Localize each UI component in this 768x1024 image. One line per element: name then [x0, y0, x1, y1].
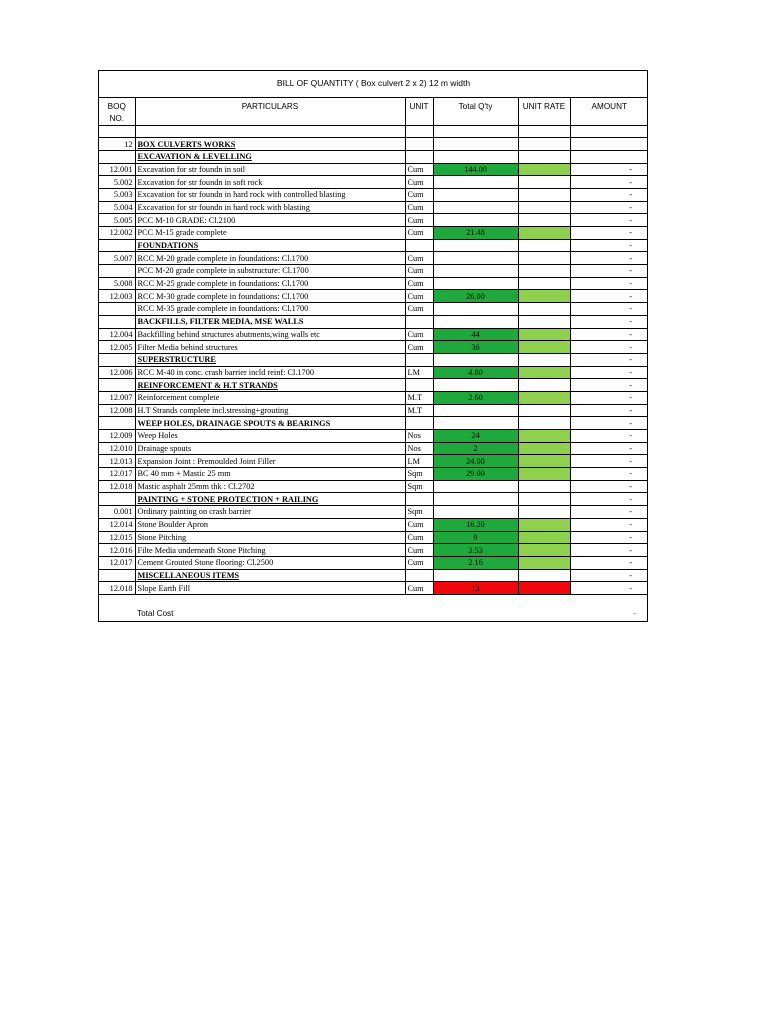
amount-cell: -	[570, 227, 648, 240]
table-row	[99, 341, 648, 354]
boq-no-cell: 12.001	[99, 163, 135, 176]
unit-rate-cell	[518, 506, 570, 519]
table-row	[99, 277, 648, 290]
particulars-cell: Excavation for str foundn in hard rock with blasting	[135, 201, 405, 214]
table-row	[99, 176, 648, 189]
particulars-cell: Cement Grouted Stone flooring: Cl.2500	[135, 556, 405, 569]
unit-cell: Cum	[405, 518, 433, 531]
boq-no-cell: 12.014	[99, 518, 135, 531]
qty-cell	[433, 201, 518, 214]
unit-cell: Cum	[405, 531, 433, 544]
total-cost-label: Total Cost	[137, 608, 174, 618]
unit-rate-cell	[518, 493, 570, 506]
amount-cell: -	[570, 468, 648, 481]
amount-cell: -	[570, 303, 648, 316]
table-row	[99, 455, 648, 468]
qty-cell	[433, 265, 518, 278]
table-row	[99, 518, 648, 531]
amount-cell: -	[570, 366, 648, 379]
particulars-cell: WEEP HOLES, DRAINAGE SPOUTS & BEARINGS	[135, 417, 405, 430]
amount-cell: -	[570, 404, 648, 417]
qty-cell: 24	[433, 430, 518, 443]
amount-cell: -	[570, 480, 648, 493]
unit-cell: M.T	[405, 404, 433, 417]
unit-rate-cell	[518, 290, 570, 303]
table-row	[99, 315, 648, 328]
total-row	[99, 595, 648, 621]
boq-no-cell: 12.003	[99, 290, 135, 303]
table-row	[99, 328, 648, 341]
qty-cell: 4.80	[433, 366, 518, 379]
unit-rate-cell	[518, 201, 570, 214]
boq-no-cell: 12.007	[99, 391, 135, 404]
amount-cell	[570, 150, 648, 163]
unit-cell: Cum	[405, 290, 433, 303]
particulars-cell: Excavation for str foundn in soil	[135, 163, 405, 176]
unit-cell: Sqm	[405, 480, 433, 493]
unit-cell: Cum	[405, 544, 433, 557]
boq-no-cell: 5.004	[99, 201, 135, 214]
qty-cell	[433, 150, 518, 163]
particulars-cell: Slope Earth Fill	[135, 582, 405, 595]
boq-no-cell: 0.001	[99, 506, 135, 519]
amount-cell: -	[570, 341, 648, 354]
particulars-cell: Weep Holes	[135, 430, 405, 443]
unit-rate-cell	[518, 391, 570, 404]
particulars-cell: Excavation for str foundn in soft rock	[135, 176, 405, 189]
qty-cell	[433, 506, 518, 519]
amount-cell: -	[570, 442, 648, 455]
amount-cell: -	[570, 455, 648, 468]
particulars-cell: REINFORCEMENT & H.T STRANDS	[135, 379, 405, 392]
qty-cell: 9	[433, 531, 518, 544]
particulars-cell: PCC M-10 GRADE: Cl.2100	[135, 214, 405, 227]
boq-no-cell: 5.007	[99, 252, 135, 265]
header-no-label: NO.	[109, 113, 125, 123]
table-row	[99, 252, 648, 265]
unit-cell: LM	[405, 366, 433, 379]
unit-cell: Cum	[405, 163, 433, 176]
unit-rate-cell	[518, 417, 570, 430]
qty-cell	[433, 493, 518, 506]
boq-no-cell: 12.018	[99, 480, 135, 493]
table-row	[99, 531, 648, 544]
qty-cell	[433, 176, 518, 189]
unit-cell: Cum	[405, 303, 433, 316]
total-table	[99, 595, 648, 621]
amount-cell: -	[570, 379, 648, 392]
unit-cell: Cum	[405, 328, 433, 341]
boq-no-cell: 12.008	[99, 404, 135, 417]
particulars-cell: MISCELLANEOUS ITEMS	[135, 569, 405, 582]
amount-cell: -	[570, 544, 648, 557]
particulars-cell: Filte Media underneath Stone Pitching	[135, 544, 405, 557]
unit-cell: Cum	[405, 176, 433, 189]
table-row	[99, 239, 648, 252]
table-row	[99, 353, 648, 366]
header-total-qty: Total Q'ty	[433, 97, 518, 125]
unit-rate-cell	[518, 239, 570, 252]
particulars-cell: PAINTING + STONE PROTECTION + RAILING	[135, 493, 405, 506]
boq-table	[99, 71, 648, 595]
particulars-cell: Reinforcement complete	[135, 391, 405, 404]
boq-no-cell: 12.002	[99, 227, 135, 240]
unit-cell: Cum	[405, 188, 433, 201]
qty-cell	[433, 303, 518, 316]
boq-no-cell	[99, 569, 135, 582]
amount-cell: -	[570, 556, 648, 569]
header-unit: UNIT	[405, 97, 433, 125]
unit-rate-cell	[518, 582, 570, 595]
qty-cell: 2.16	[433, 556, 518, 569]
table-row	[99, 493, 648, 506]
qty-cell	[433, 379, 518, 392]
header-amount: AMOUNT	[570, 97, 648, 125]
table-row	[99, 506, 648, 519]
amount-cell: -	[570, 531, 648, 544]
boq-no-cell	[99, 353, 135, 366]
particulars-cell: H.T Strands complete incl.stressing+grouting	[135, 404, 405, 417]
boq-no-cell	[99, 493, 135, 506]
amount-cell: -	[570, 252, 648, 265]
unit-rate-cell	[518, 531, 570, 544]
unit-rate-cell	[518, 227, 570, 240]
unit-rate-cell	[518, 341, 570, 354]
unit-rate-cell	[518, 569, 570, 582]
unit-cell	[405, 138, 433, 151]
unit-rate-cell	[518, 544, 570, 557]
qty-cell	[433, 404, 518, 417]
boq-no-cell: 12.016	[99, 544, 135, 557]
unit-rate-cell	[518, 188, 570, 201]
unit-rate-cell	[518, 138, 570, 151]
boq-no-cell: 12.006	[99, 366, 135, 379]
particulars-cell: Backfilling behind structures abutments,wing walls etc	[135, 328, 405, 341]
amount-cell: -	[570, 328, 648, 341]
unit-cell: Cum	[405, 214, 433, 227]
boq-no-cell: 12.009	[99, 430, 135, 443]
boq-no-cell: 12.005	[99, 341, 135, 354]
boq-no-cell: 12	[99, 138, 135, 151]
boq-no-cell: 5.002	[99, 176, 135, 189]
qty-cell	[433, 188, 518, 201]
unit-rate-cell	[518, 455, 570, 468]
qty-cell	[433, 480, 518, 493]
unit-rate-cell	[518, 163, 570, 176]
amount-cell: -	[570, 163, 648, 176]
particulars-cell: Excavation for str foundn in hard rock with controlled blasting	[135, 188, 405, 201]
unit-cell	[405, 239, 433, 252]
unit-cell	[405, 379, 433, 392]
qty-cell	[433, 277, 518, 290]
unit-cell: M.T	[405, 391, 433, 404]
table-row	[99, 430, 648, 443]
unit-rate-cell	[518, 176, 570, 189]
table-row	[99, 188, 648, 201]
table-row	[99, 556, 648, 569]
boq-no-cell: 12.017	[99, 468, 135, 481]
qty-cell: 13	[433, 582, 518, 595]
amount-cell: -	[570, 417, 648, 430]
particulars-cell: Drainage spouts	[135, 442, 405, 455]
table-row	[99, 582, 648, 595]
boq-no-cell: 12.017	[99, 556, 135, 569]
qty-cell: 2.60	[433, 391, 518, 404]
unit-cell: Cum	[405, 277, 433, 290]
header-row	[99, 97, 648, 125]
blank-row	[99, 125, 648, 138]
amount-cell: -	[570, 176, 648, 189]
amount-cell: -	[570, 188, 648, 201]
unit-cell: Cum	[405, 252, 433, 265]
unit-rate-cell	[518, 366, 570, 379]
particulars-cell: BC 40 mm + Mastic 25 mm	[135, 468, 405, 481]
particulars-cell: Filter Media behind structures	[135, 341, 405, 354]
boq-no-cell	[99, 303, 135, 316]
unit-rate-cell	[518, 518, 570, 531]
table-row	[99, 544, 648, 557]
particulars-cell: Stone Pitching	[135, 531, 405, 544]
qty-cell: 29.00	[433, 468, 518, 481]
particulars-cell: RCC M-25 grade complete in foundations: Cl.1700	[135, 277, 405, 290]
particulars-cell: BOX CULVERTS WORKS	[135, 138, 405, 151]
particulars-cell: EXCAVATION & LEVELLING	[135, 150, 405, 163]
qty-cell: 24.00	[433, 455, 518, 468]
particulars-cell: Expansion Joint : Premoulded Joint Filler	[135, 455, 405, 468]
particulars-cell: RCC M-35 grade complete in foundations: Cl.1700	[135, 303, 405, 316]
unit-rate-cell	[518, 353, 570, 366]
unit-cell: Cum	[405, 227, 433, 240]
particulars-cell: PCC M-15 grade complete	[135, 227, 405, 240]
amount-cell: -	[570, 239, 648, 252]
unit-cell: Nos	[405, 442, 433, 455]
unit-cell: Cum	[405, 556, 433, 569]
amount-cell: -	[570, 569, 648, 582]
table-row	[99, 290, 648, 303]
boq-no-cell	[99, 315, 135, 328]
boq-no-cell: 5.003	[99, 188, 135, 201]
amount-cell: -	[570, 290, 648, 303]
qty-cell	[433, 417, 518, 430]
total-cost-amount: -	[633, 608, 636, 618]
qty-cell	[433, 252, 518, 265]
qty-cell	[433, 353, 518, 366]
boq-no-cell	[99, 265, 135, 278]
amount-cell: -	[570, 518, 648, 531]
unit-cell: Sqm	[405, 506, 433, 519]
particulars-cell: PCC M-20 grade complete in substructure: Cl.1700	[135, 265, 405, 278]
unit-cell	[405, 150, 433, 163]
boq-no-cell: 12.015	[99, 531, 135, 544]
table-row	[99, 303, 648, 316]
unit-cell: Cum	[405, 341, 433, 354]
title-row	[99, 71, 648, 97]
qty-cell: 16.20	[433, 518, 518, 531]
header-boq-label: BOQ	[107, 101, 126, 111]
header-unit-rate: UNIT RATE	[518, 97, 570, 125]
unit-cell: Sqm	[405, 468, 433, 481]
table-row	[99, 227, 648, 240]
unit-rate-cell	[518, 468, 570, 481]
amount-cell: -	[570, 214, 648, 227]
unit-rate-cell	[518, 480, 570, 493]
qty-cell	[433, 569, 518, 582]
particulars-cell: Stone Boulder Apron	[135, 518, 405, 531]
table-row	[99, 163, 648, 176]
table-row	[99, 201, 648, 214]
qty-cell: 144.00	[433, 163, 518, 176]
header-particulars: PARTICULARS	[135, 97, 405, 125]
unit-cell	[405, 315, 433, 328]
boq-no-cell: 12.004	[99, 328, 135, 341]
unit-rate-cell	[518, 328, 570, 341]
boq-no-cell: 12.010	[99, 442, 135, 455]
unit-rate-cell	[518, 430, 570, 443]
unit-rate-cell	[518, 214, 570, 227]
boq-no-cell: 5.008	[99, 277, 135, 290]
particulars-cell: FOUNDATIONS	[135, 239, 405, 252]
unit-cell: Cum	[405, 582, 433, 595]
unit-rate-cell	[518, 442, 570, 455]
table-row	[99, 442, 648, 455]
unit-rate-cell	[518, 265, 570, 278]
sheet-title: BILL OF QUANTITY ( Box culvert 2 x 2) 12 m width	[99, 71, 648, 97]
boq-no-cell	[99, 417, 135, 430]
unit-cell	[405, 417, 433, 430]
table-row	[99, 480, 648, 493]
table-row	[99, 265, 648, 278]
unit-cell: LM	[405, 455, 433, 468]
unit-rate-cell	[518, 556, 570, 569]
header-boq-no	[99, 97, 135, 125]
unit-rate-cell	[518, 150, 570, 163]
boq-no-cell: 12.018	[99, 582, 135, 595]
unit-cell	[405, 493, 433, 506]
amount-cell: -	[570, 582, 648, 595]
unit-cell	[405, 353, 433, 366]
qty-cell: 36	[433, 341, 518, 354]
amount-cell: -	[570, 265, 648, 278]
table-row	[99, 391, 648, 404]
qty-cell: 3.53	[433, 544, 518, 557]
table-row	[99, 569, 648, 582]
amount-cell: -	[570, 277, 648, 290]
boq-no-cell	[99, 379, 135, 392]
amount-cell: -	[570, 353, 648, 366]
boq-no-cell	[99, 150, 135, 163]
amount-cell: -	[570, 430, 648, 443]
unit-cell: Cum	[405, 201, 433, 214]
qty-cell	[433, 315, 518, 328]
boq-no-cell: 12.013	[99, 455, 135, 468]
boq-no-cell	[99, 239, 135, 252]
bill-of-quantity-sheet	[98, 70, 648, 622]
particulars-cell: RCC M-20 grade complete in foundations: Cl.1700	[135, 252, 405, 265]
unit-rate-cell	[518, 252, 570, 265]
table-row	[99, 138, 648, 151]
unit-rate-cell	[518, 303, 570, 316]
amount-cell: -	[570, 201, 648, 214]
qty-cell: 2	[433, 442, 518, 455]
particulars-cell: BACKFILLS, FILTER MEDIA, MSE WALLS	[135, 315, 405, 328]
table-row	[99, 214, 648, 227]
table-row	[99, 468, 648, 481]
qty-cell: 44	[433, 328, 518, 341]
unit-rate-cell	[518, 315, 570, 328]
unit-rate-cell	[518, 404, 570, 417]
qty-cell	[433, 239, 518, 252]
particulars-cell: Ordinary painting on crash barrier	[135, 506, 405, 519]
particulars-cell: SUPERSTRUCTURE	[135, 353, 405, 366]
table-row	[99, 366, 648, 379]
unit-cell: Cum	[405, 265, 433, 278]
particulars-cell: Mastic asphalt 25mm thk : Cl.2702	[135, 480, 405, 493]
table-row	[99, 404, 648, 417]
qty-cell: 21.48	[433, 227, 518, 240]
unit-rate-cell	[518, 379, 570, 392]
table-row	[99, 150, 648, 163]
table-row	[99, 417, 648, 430]
particulars-cell: RCC M-40 in conc. crash barrier incld reinf: Cl.1700	[135, 366, 405, 379]
amount-cell	[570, 138, 648, 151]
amount-cell: -	[570, 315, 648, 328]
unit-cell: Nos	[405, 430, 433, 443]
unit-cell	[405, 569, 433, 582]
qty-cell: 26.00	[433, 290, 518, 303]
particulars-cell: RCC M-30 grade complete in foundations: Cl.1700	[135, 290, 405, 303]
amount-cell: -	[570, 506, 648, 519]
unit-rate-cell	[518, 277, 570, 290]
qty-cell	[433, 138, 518, 151]
amount-cell: -	[570, 391, 648, 404]
amount-cell: -	[570, 493, 648, 506]
qty-cell	[433, 214, 518, 227]
boq-no-cell: 5.005	[99, 214, 135, 227]
table-row	[99, 379, 648, 392]
